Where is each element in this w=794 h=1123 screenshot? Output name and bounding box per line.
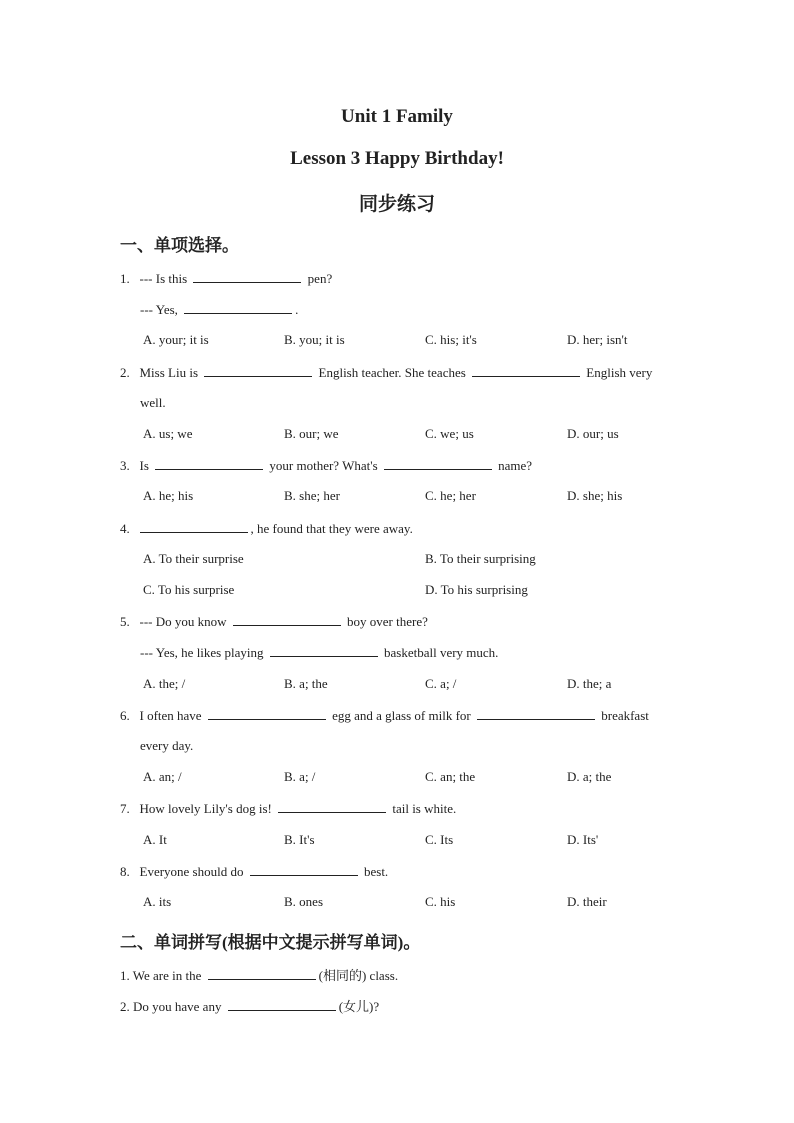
question-number: 2.: [120, 365, 130, 380]
answer-blank[interactable]: [472, 364, 580, 377]
question-text: egg and a glass of milk for: [332, 708, 471, 723]
section-1-title: 一、单项选择。: [120, 236, 239, 255]
option-a[interactable]: A. To their surprise: [143, 551, 244, 566]
option-b[interactable]: B. ones: [284, 894, 323, 909]
question-text: --- Do you know: [139, 614, 227, 629]
option-d[interactable]: D. our; us: [567, 426, 619, 441]
option-d[interactable]: D. the; a: [567, 676, 612, 691]
question-text: Is: [139, 458, 149, 473]
question-2-line-2: well.: [140, 395, 166, 410]
question-8-line-1: [120, 863, 388, 880]
answer-blank[interactable]: [233, 613, 341, 626]
spelling-item-1: [120, 967, 398, 984]
question-text: (女儿)?: [338, 999, 380, 1014]
question-text: How lovely Lily's dog is!: [139, 801, 272, 816]
question-7-line-1: [120, 800, 456, 817]
question-text: --- Is this: [139, 271, 188, 286]
section-2-title: 二、单词拼写(根据中文提示拼写单词)。: [120, 933, 421, 952]
question-text: name?: [498, 458, 533, 473]
question-text: English teacher. She teaches: [318, 365, 466, 380]
question-number: 8.: [120, 864, 130, 879]
answer-blank[interactable]: [384, 457, 492, 470]
question-text: --- Yes,: [140, 302, 178, 317]
option-c[interactable]: C. we; us: [425, 426, 474, 441]
question-text: Everyone should do: [139, 864, 244, 879]
question-number: 3.: [120, 458, 130, 473]
question-text: I often have: [139, 708, 202, 723]
question-text: breakfast: [601, 708, 649, 723]
question-6-line-1: [120, 707, 649, 724]
option-a[interactable]: A. It: [143, 832, 167, 847]
answer-blank[interactable]: [184, 301, 292, 314]
answer-blank[interactable]: [155, 457, 263, 470]
question-text: , he found that they were away.: [250, 521, 413, 536]
option-d[interactable]: D. her; isn't: [567, 332, 628, 347]
question-text: (相同的) class.: [318, 968, 399, 983]
question-number: 1.: [120, 271, 130, 286]
option-b[interactable]: B. a; /: [284, 769, 316, 784]
question-text: pen?: [307, 271, 333, 286]
option-b[interactable]: B. It's: [284, 832, 315, 847]
option-d[interactable]: D. she; his: [567, 488, 623, 503]
answer-blank[interactable]: [204, 364, 312, 377]
answer-blank[interactable]: [208, 967, 316, 980]
option-c[interactable]: C. his: [425, 894, 456, 909]
question-number: 4.: [120, 521, 130, 536]
question-number: 5.: [120, 614, 130, 629]
question-3-line-1: [120, 457, 532, 474]
question-4-line-1: [120, 520, 413, 537]
answer-blank[interactable]: [477, 707, 595, 720]
question-5-line-2: [140, 644, 498, 661]
option-a[interactable]: A. he; his: [143, 488, 194, 503]
page-subtitle: 同步练习: [358, 194, 435, 215]
option-a[interactable]: A. the; /: [143, 676, 186, 691]
question-6-line-2: every day.: [140, 738, 194, 753]
question-text: --- Yes, he likes playing: [140, 645, 264, 660]
lesson-title: Lesson 3 Happy Birthday!: [290, 148, 504, 169]
option-c[interactable]: C. he; her: [425, 488, 476, 503]
answer-blank[interactable]: [278, 800, 386, 813]
option-b[interactable]: B. our; we: [284, 426, 339, 441]
question-text: tail is white.: [392, 801, 457, 816]
question-text: .: [295, 302, 299, 317]
answer-blank[interactable]: [228, 998, 336, 1011]
question-text: your mother? What's: [269, 458, 378, 473]
option-d[interactable]: D. Its': [567, 832, 599, 847]
question-text: 2. Do you have any: [120, 999, 222, 1014]
option-b[interactable]: B. a; the: [284, 676, 328, 691]
answer-blank[interactable]: [208, 707, 326, 720]
option-c[interactable]: C. Its: [425, 832, 454, 847]
option-d[interactable]: D. a; the: [567, 769, 612, 784]
question-text: best.: [363, 864, 389, 879]
answer-blank[interactable]: [140, 520, 248, 533]
option-a[interactable]: A. us; we: [143, 426, 193, 441]
spelling-item-2: [120, 998, 379, 1015]
option-a[interactable]: A. your; it is: [143, 332, 209, 347]
question-number: 7.: [120, 801, 130, 816]
answer-blank[interactable]: [193, 270, 301, 283]
option-d[interactable]: D. their: [567, 894, 607, 909]
question-number: 6.: [120, 708, 130, 723]
question-text: English very: [586, 365, 653, 380]
question-1-line-2: [140, 301, 298, 318]
option-d[interactable]: D. To his surprising: [425, 582, 528, 597]
option-a[interactable]: A. an; /: [143, 769, 182, 784]
question-5-line-1: [120, 613, 428, 630]
answer-blank[interactable]: [250, 863, 358, 876]
option-c[interactable]: C. a; /: [425, 676, 457, 691]
option-b[interactable]: B. she; her: [284, 488, 340, 503]
question-text: boy over there?: [347, 614, 428, 629]
question-text: basketball very much.: [384, 645, 499, 660]
answer-blank[interactable]: [270, 644, 378, 657]
option-b[interactable]: B. you; it is: [284, 332, 345, 347]
question-text: Miss Liu is: [139, 365, 199, 380]
unit-title: Unit 1 Family: [341, 106, 453, 127]
question-2-line-1: [120, 364, 652, 381]
option-c[interactable]: C. an; the: [425, 769, 476, 784]
option-c[interactable]: C. his; it's: [425, 332, 477, 347]
option-a[interactable]: A. its: [143, 894, 172, 909]
option-c[interactable]: C. To his surprise: [143, 582, 235, 597]
question-1-line-1: [120, 270, 332, 287]
question-text: 1. We are in the: [120, 968, 202, 983]
option-b[interactable]: B. To their surprising: [425, 551, 536, 566]
